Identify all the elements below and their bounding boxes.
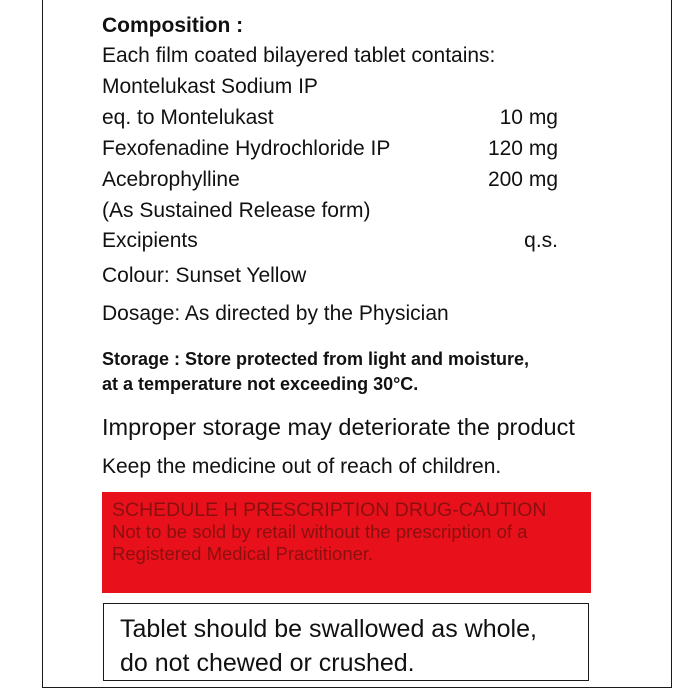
caution-title: SCHEDULE H PRESCRIPTION DRUG-CAUTION: [112, 499, 547, 521]
swallow-instruction-box: [103, 603, 589, 681]
swallow-line-1: Tablet should be swallowed as whole,: [120, 615, 537, 643]
ingredient-amount: 10 mg: [499, 106, 558, 129]
ingredient-row: [102, 137, 558, 161]
ingredient-row: [102, 106, 558, 130]
ingredient-name: Acebrophylline: [102, 168, 240, 191]
caution-line-1: Not to be sold by retail without the prescription of a: [112, 521, 528, 542]
storage-line-2: at a temperature not exceeding 30°C.: [102, 374, 419, 394]
swallow-line-2: do not chewed or crushed.: [120, 649, 415, 677]
ingredient-amount: q.s.: [524, 229, 558, 252]
composition-intro: Each film coated bilayered tablet contains:: [102, 44, 496, 67]
ingredient-amount: 200 mg: [487, 168, 558, 191]
children-warning: Keep the medicine out of reach of children.: [102, 455, 502, 478]
ingredient-row: [102, 168, 558, 192]
ingredient-name: (As Sustained Release form): [102, 199, 371, 222]
storage-line-1: Storage : Store protected from light and moisture,: [102, 349, 530, 369]
composition-heading: Composition :: [102, 14, 244, 37]
ingredient-row: [102, 199, 558, 223]
ingredient-row: [102, 229, 558, 253]
caution-line-2: Registered Medical Practitioner.: [112, 543, 374, 564]
ingredient-name: Montelukast Sodium IP: [102, 75, 318, 98]
dosage-line: Dosage: As directed by the Physician: [102, 302, 449, 325]
improper-storage-warning: Improper storage may deteriorate the product: [102, 414, 575, 440]
schedule-h-caution-box: [102, 492, 591, 593]
ingredient-row: [102, 75, 558, 99]
ingredient-amount: 120 mg: [487, 137, 558, 160]
ingredient-name: Fexofenadine Hydrochloride IP: [102, 137, 391, 160]
ingredient-name: Excipients: [102, 229, 198, 252]
ingredient-name: eq. to Montelukast: [102, 106, 274, 129]
colour-line: Colour: Sunset Yellow: [102, 264, 307, 287]
